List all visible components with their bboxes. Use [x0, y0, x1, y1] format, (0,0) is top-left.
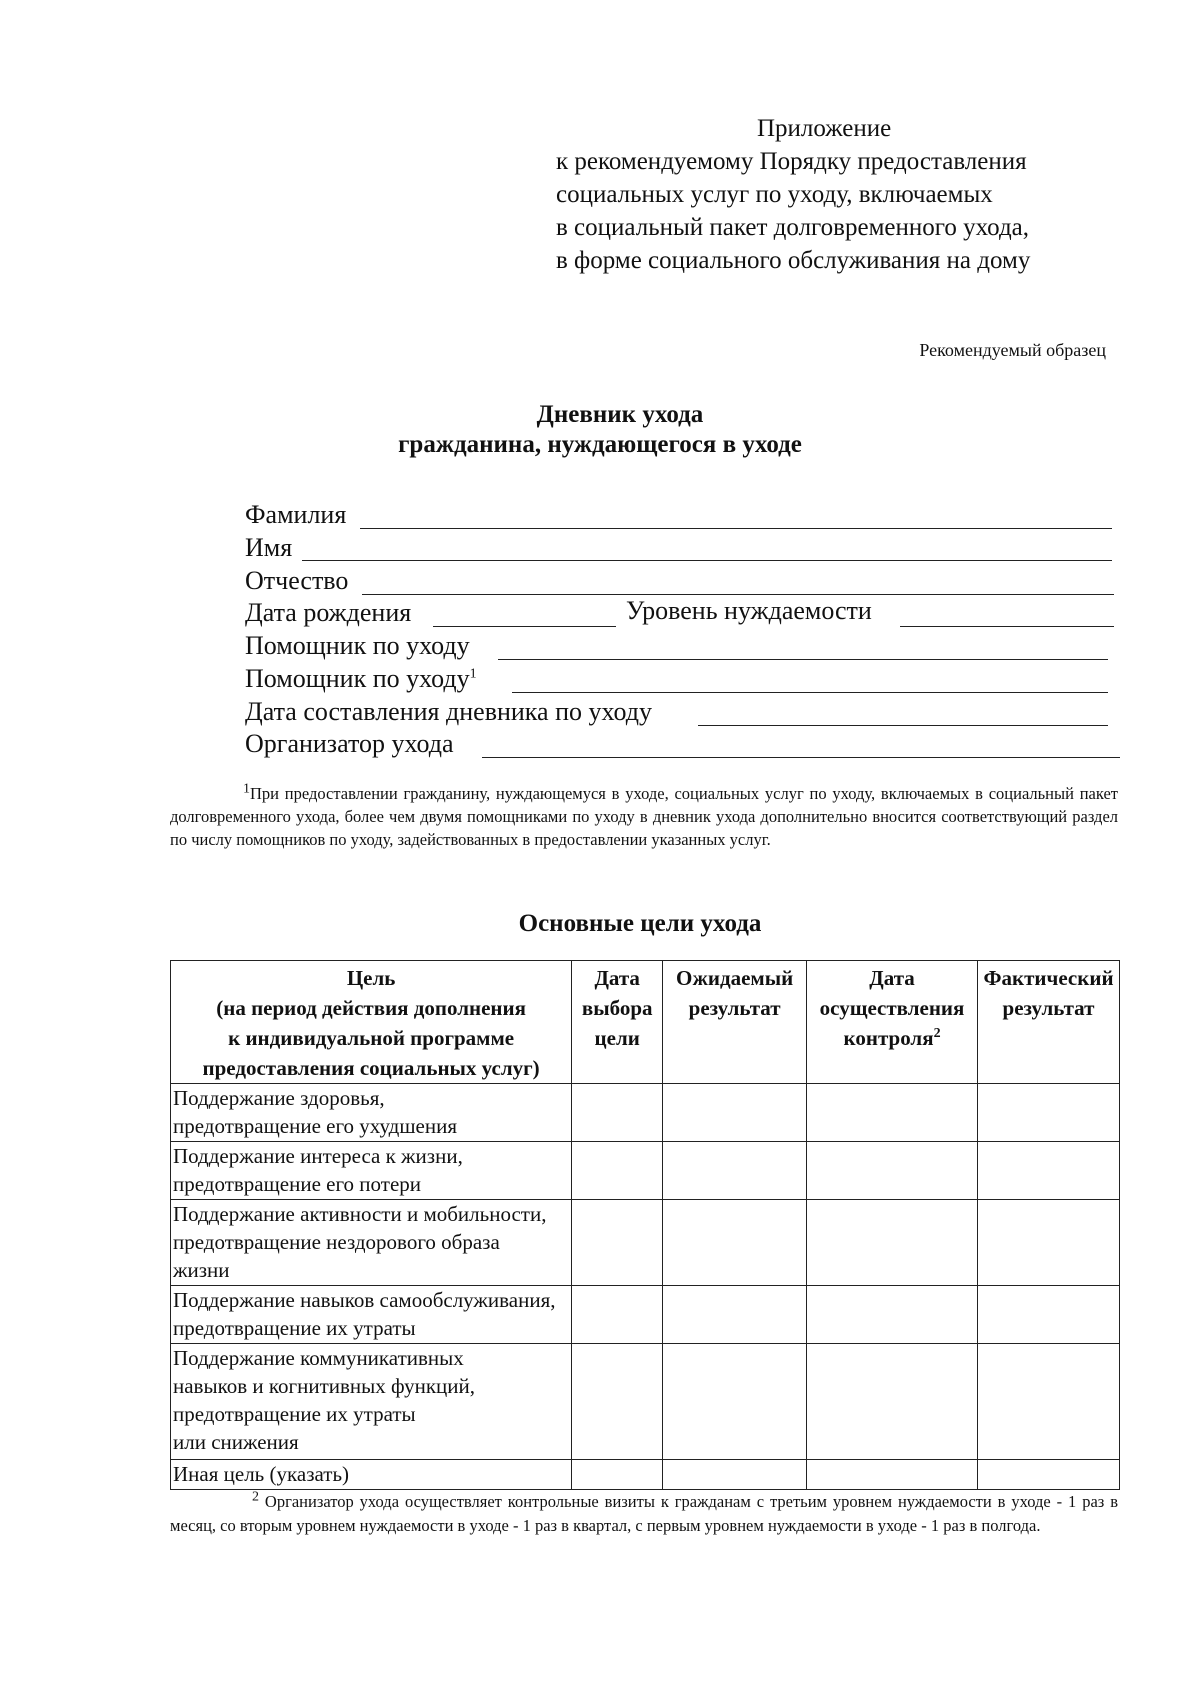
table-row [171, 1084, 1120, 1142]
appendix-title: Приложение [757, 115, 892, 142]
table-header-row [171, 961, 1120, 1084]
expected-result-cell[interactable] [663, 1142, 807, 1200]
actual-result-cell[interactable] [978, 1084, 1120, 1142]
goal-line: Иная цель (указать) [173, 1462, 350, 1486]
expected-result-cell[interactable] [663, 1200, 807, 1286]
birth-date-label: Дата рождения [245, 598, 412, 627]
appendix-header [556, 112, 1116, 277]
table-row [171, 1344, 1120, 1460]
surname-field[interactable] [360, 528, 1112, 529]
surname-label: Фамилия [245, 500, 347, 529]
header-line: выбора [581, 996, 653, 1020]
goal-line: Поддержание коммуникативных [173, 1346, 464, 1370]
header-line: Дата [869, 966, 915, 990]
goal-cell [171, 1344, 572, 1460]
care-organizer-field[interactable] [482, 757, 1120, 758]
name-label: Имя [245, 533, 293, 562]
table-row [171, 1200, 1120, 1286]
header-control-date [807, 961, 978, 1084]
table-row [171, 1460, 1120, 1490]
expected-result-cell[interactable] [663, 1084, 807, 1142]
goal-line: Поддержание здоровья, [173, 1086, 385, 1110]
appendix-line: социальных услуг по уходу, включаемых [556, 181, 993, 208]
expected-result-cell[interactable] [663, 1344, 807, 1460]
footnote-1-text: При предоставлении гражданину, нуждающемуся в уходе, социальных услуг по уходу, включаемых в социальный пакет долговременного ухода, более чем двумя помощниками по уходу в дневник ухода дополнительно вносится соответствующий раздел по числу помощников по уходу, задействованных в предоставлении указанных услуг. [170, 784, 1118, 849]
expected-result-cell[interactable] [663, 1286, 807, 1344]
selection-date-cell[interactable] [572, 1286, 663, 1344]
header-line: осуществления [819, 996, 965, 1020]
header-control-text: контроля [843, 1026, 934, 1050]
name-field[interactable] [302, 560, 1112, 561]
header-selection-date [572, 961, 663, 1084]
control-date-cell[interactable] [807, 1460, 978, 1490]
birth-date-field[interactable] [433, 626, 616, 627]
actual-result-cell[interactable] [978, 1142, 1120, 1200]
care-assistant-label: Помощник по уходу [245, 631, 470, 660]
footnote-2-text: Организатор ухода осуществляет контрольные визиты к гражданам с третьим уровнем нуждаемости в уходе - 1 раз в месяц, со вторым уровнем нуждаемости в уходе - 1 раз в квартал, с первым уровнем нуждаемости в уходе - 1 раз в полгода. [170, 1492, 1119, 1535]
appendix-line: к рекомендуемому Порядку предоставления [556, 148, 1027, 175]
goal-line: Поддержание интереса к жизни, [173, 1144, 463, 1168]
patronymic-field[interactable] [362, 594, 1114, 595]
goal-line: предотвращение их утраты [173, 1402, 416, 1426]
goal-line: жизни [173, 1258, 230, 1282]
care-assistant-field[interactable] [498, 659, 1108, 660]
header-expected-result [663, 961, 807, 1084]
goal-cell [171, 1460, 572, 1490]
care-assistant-2-text: Помощник по уходу [245, 664, 470, 693]
goal-line: Поддержание навыков самообслуживания, [173, 1288, 556, 1312]
actual-result-cell[interactable] [978, 1460, 1120, 1490]
table-row [171, 1142, 1120, 1200]
diary-date-label: Дата составления дневника по уходу [245, 697, 652, 726]
footnote-1-mark: 1 [243, 781, 250, 797]
footnote-1 [170, 782, 1118, 851]
goal-cell [171, 1200, 572, 1286]
document-title [0, 400, 1200, 460]
goal-line: навыков и когнитивных функций, [173, 1374, 476, 1398]
table-row [171, 1286, 1120, 1344]
header-line: Ожидаемый [676, 966, 794, 990]
need-level-label: Уровень нуждаемости [626, 596, 872, 625]
goal-cell [171, 1142, 572, 1200]
header-goal-line: Цель [346, 966, 396, 990]
goal-line: Поддержание активности и мобильности, [173, 1202, 547, 1226]
selection-date-cell[interactable] [572, 1142, 663, 1200]
appendix-line: в форме социального обслуживания на дому [556, 247, 1031, 274]
recommended-sample-label: Рекомендуемый образец [919, 340, 1106, 360]
care-assistant-2-field[interactable] [512, 692, 1108, 693]
goal-cell [171, 1286, 572, 1344]
footnote-mark-2: 2 [933, 1026, 941, 1041]
header-line: результат [688, 996, 781, 1020]
selection-date-cell[interactable] [572, 1084, 663, 1142]
diary-date-field[interactable] [698, 725, 1108, 726]
control-date-cell[interactable] [807, 1286, 978, 1344]
footnote-mark-1: 1 [469, 666, 477, 682]
actual-result-cell[interactable] [978, 1344, 1120, 1460]
need-level-field[interactable] [900, 626, 1114, 627]
control-date-cell[interactable] [807, 1200, 978, 1286]
goal-cell [171, 1084, 572, 1142]
header-line: Фактический [983, 966, 1114, 990]
header-line: Дата [594, 966, 640, 990]
header-line: результат [1002, 996, 1095, 1020]
expected-result-cell[interactable] [663, 1460, 807, 1490]
actual-result-cell[interactable] [978, 1200, 1120, 1286]
care-organizer-label: Организатор ухода [245, 729, 454, 758]
document-title-line-1: Дневник ухода [536, 401, 704, 428]
actual-result-cell[interactable] [978, 1286, 1120, 1344]
goal-line: или снижения [173, 1430, 299, 1454]
section-title: Основные цели ухода [518, 910, 762, 937]
header-line [809, 1023, 975, 1053]
control-date-cell[interactable] [807, 1344, 978, 1460]
footnote-2 [170, 1490, 1118, 1538]
selection-date-cell[interactable] [572, 1200, 663, 1286]
appendix-line: в социальный пакет долговременного ухода, [556, 214, 1030, 241]
goal-line: предотвращение его потери [173, 1172, 422, 1196]
footnote-2-mark: 2 [252, 1489, 259, 1505]
header-goal-line: (на период действия дополнения [216, 996, 526, 1020]
patronymic-label: Отчество [245, 566, 349, 595]
goal-line: предотвращение нездорового образа [173, 1230, 500, 1254]
header-goal-line: к индивидуальной программе [228, 1026, 515, 1050]
document-title-line-2: гражданина, нуждающегося в уходе [398, 431, 802, 458]
selection-date-cell[interactable] [572, 1460, 663, 1490]
header-goal [171, 961, 572, 1084]
header-actual-result [978, 961, 1120, 1084]
goal-line: предотвращение его ухудшения [173, 1114, 457, 1138]
control-date-cell[interactable] [807, 1084, 978, 1142]
care-assistant-2-label [245, 664, 477, 694]
control-date-cell[interactable] [807, 1142, 978, 1200]
selection-date-cell[interactable] [572, 1344, 663, 1460]
header-goal-line: предоставления социальных услуг) [202, 1056, 540, 1080]
care-goals-table [170, 960, 1120, 1490]
goal-line: предотвращение их утраты [173, 1316, 416, 1340]
header-line: цели [594, 1026, 640, 1050]
